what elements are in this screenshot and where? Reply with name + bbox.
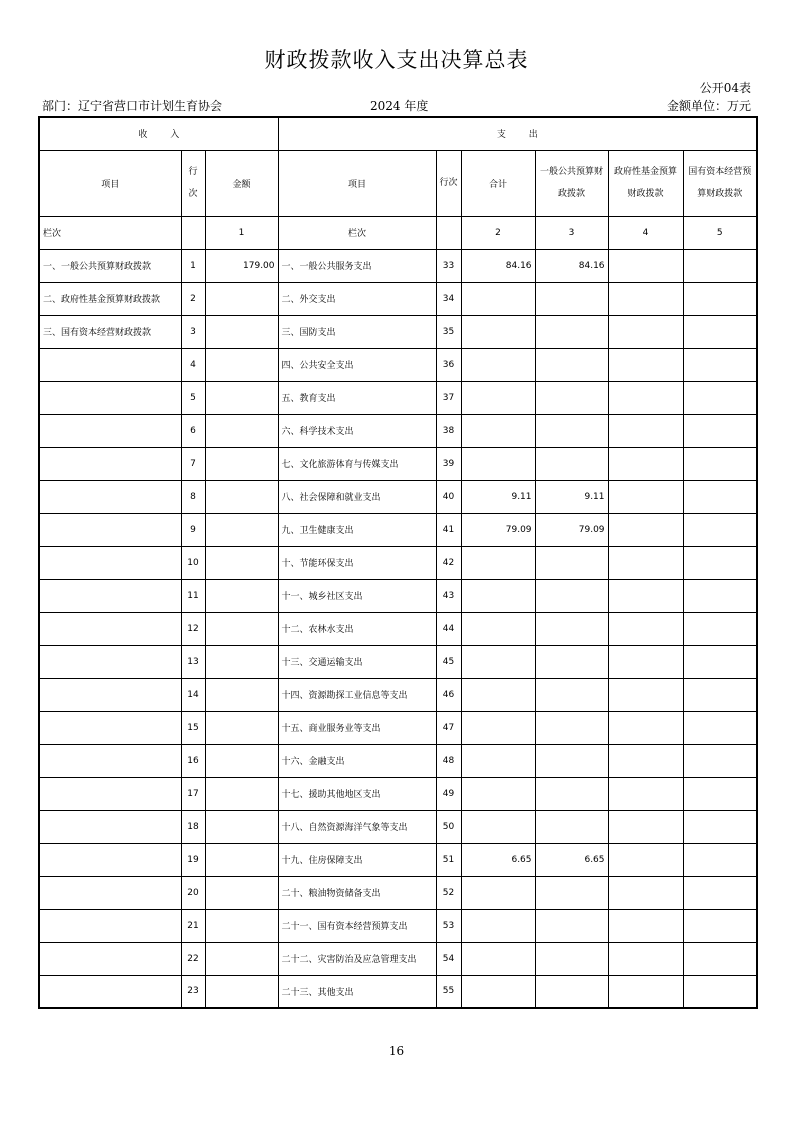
expense-gov-fund-cell — [608, 447, 683, 480]
expense-row-no-cell: 49 — [436, 777, 461, 810]
page-title: 财政拨款收入支出决算总表 — [264, 48, 529, 72]
expense-gov-fund-cell — [608, 249, 683, 282]
expense-state-capital-cell — [683, 711, 757, 744]
income-amount-cell — [205, 678, 278, 711]
expense-row-no-cell: 51 — [436, 843, 461, 876]
expense-state-capital-cell — [683, 282, 757, 315]
budget-table — [38, 116, 758, 1009]
header-income-row-no: 行次 — [181, 150, 205, 216]
income-amount-cell — [205, 315, 278, 348]
income-amount-cell — [205, 645, 278, 678]
col-index-general-budget: 3 — [535, 216, 608, 249]
expense-gov-fund-cell — [608, 810, 683, 843]
income-item-cell — [39, 942, 181, 975]
income-amount-cell — [205, 876, 278, 909]
expense-item-cell: 二十一、国有资本经营预算支出 — [278, 909, 436, 942]
expense-total-cell — [461, 282, 535, 315]
income-row-no-cell: 16 — [181, 744, 205, 777]
expense-item-cell: 三、国防支出 — [278, 315, 436, 348]
expense-general-budget-cell — [535, 315, 608, 348]
expense-gov-fund-cell — [608, 612, 683, 645]
page-number: 16 — [388, 1044, 405, 1058]
income-row-no-cell: 20 — [181, 876, 205, 909]
expense-total-cell — [461, 678, 535, 711]
table-row — [39, 381, 757, 414]
expense-total-cell — [461, 612, 535, 645]
expense-gov-fund-cell — [608, 546, 683, 579]
expense-gov-fund-cell — [608, 744, 683, 777]
expense-row-no-cell: 38 — [436, 414, 461, 447]
table-row — [39, 513, 757, 546]
expense-total-cell — [461, 876, 535, 909]
expense-general-budget-cell — [535, 876, 608, 909]
expense-row-no-cell: 48 — [436, 744, 461, 777]
expense-gov-fund-cell — [608, 414, 683, 447]
expense-total-cell — [461, 744, 535, 777]
table-row — [39, 282, 757, 315]
expense-row-no-cell: 45 — [436, 645, 461, 678]
table-row — [39, 348, 757, 381]
expense-row-no-cell: 52 — [436, 876, 461, 909]
income-item-cell — [39, 975, 181, 1008]
income-row-no-cell: 19 — [181, 843, 205, 876]
expense-item-cell: 十一、城乡社区支出 — [278, 579, 436, 612]
expense-general-budget-cell — [535, 282, 608, 315]
expense-row-no-cell: 34 — [436, 282, 461, 315]
expense-item-cell: 五、教育支出 — [278, 381, 436, 414]
income-amount-cell — [205, 348, 278, 381]
income-item-cell — [39, 678, 181, 711]
income-row-no-cell: 6 — [181, 414, 205, 447]
expense-total-cell: 79.09 — [461, 513, 535, 546]
expense-gov-fund-cell — [608, 876, 683, 909]
expense-total-cell — [461, 975, 535, 1008]
income-item-cell — [39, 480, 181, 513]
expense-general-budget-cell: 9.11 — [535, 480, 608, 513]
expense-gov-fund-cell — [608, 579, 683, 612]
expense-item-cell: 六、科学技术支出 — [278, 414, 436, 447]
expense-row-no-cell: 46 — [436, 678, 461, 711]
expense-general-budget-cell — [535, 381, 608, 414]
expense-total-cell — [461, 711, 535, 744]
expense-row-no-cell: 44 — [436, 612, 461, 645]
expense-state-capital-cell — [683, 678, 757, 711]
income-item-cell — [39, 447, 181, 480]
header-total: 合计 — [461, 150, 535, 216]
expense-general-budget-cell — [535, 546, 608, 579]
income-group-header: 收 入 — [39, 117, 278, 150]
table-row — [39, 810, 757, 843]
col-index-blank-2 — [436, 216, 461, 249]
income-amount-cell — [205, 843, 278, 876]
expense-general-budget-cell — [535, 414, 608, 447]
col-index-gov-fund: 4 — [608, 216, 683, 249]
group-header-row — [39, 117, 757, 150]
expense-item-cell: 十九、住房保障支出 — [278, 843, 436, 876]
expense-gov-fund-cell — [608, 348, 683, 381]
income-item-cell — [39, 876, 181, 909]
expense-state-capital-cell — [683, 843, 757, 876]
income-amount-cell — [205, 909, 278, 942]
expense-gov-fund-cell — [608, 480, 683, 513]
table-row — [39, 843, 757, 876]
income-amount-cell — [205, 711, 278, 744]
expense-gov-fund-cell — [608, 645, 683, 678]
expense-state-capital-cell — [683, 942, 757, 975]
income-row-no-cell: 18 — [181, 810, 205, 843]
income-amount-cell — [205, 447, 278, 480]
income-item-cell — [39, 414, 181, 447]
table-row — [39, 711, 757, 744]
income-amount-cell — [205, 777, 278, 810]
table-row — [39, 480, 757, 513]
expense-item-cell: 二十三、其他支出 — [278, 975, 436, 1008]
expense-row-no-cell: 43 — [436, 579, 461, 612]
income-item-cell — [39, 579, 181, 612]
expense-state-capital-cell — [683, 315, 757, 348]
income-item-cell — [39, 843, 181, 876]
expense-total-cell — [461, 414, 535, 447]
expense-general-budget-cell — [535, 975, 608, 1008]
header-amount: 金额 — [205, 150, 278, 216]
expense-total-cell — [461, 810, 535, 843]
table-row — [39, 744, 757, 777]
expense-state-capital-cell — [683, 612, 757, 645]
expense-total-cell — [461, 645, 535, 678]
expense-state-capital-cell — [683, 447, 757, 480]
income-item-cell — [39, 612, 181, 645]
expense-total-cell — [461, 315, 535, 348]
table-row — [39, 546, 757, 579]
income-amount-cell — [205, 546, 278, 579]
expense-general-budget-cell — [535, 678, 608, 711]
expense-row-no-cell: 40 — [436, 480, 461, 513]
expense-row-no-cell: 42 — [436, 546, 461, 579]
income-amount-cell — [205, 480, 278, 513]
income-row-no-cell: 21 — [181, 909, 205, 942]
income-item-cell: 三、国有资本经营财政拨款 — [39, 315, 181, 348]
income-item-cell — [39, 711, 181, 744]
income-row-no-cell: 5 — [181, 381, 205, 414]
col-index-label-2: 栏次 — [278, 216, 436, 249]
expense-state-capital-cell — [683, 975, 757, 1008]
expense-state-capital-cell — [683, 744, 757, 777]
expense-total-cell: 6.65 — [461, 843, 535, 876]
expense-state-capital-cell — [683, 777, 757, 810]
expense-total-cell: 84.16 — [461, 249, 535, 282]
expense-general-budget-cell — [535, 810, 608, 843]
expense-row-no-cell: 53 — [436, 909, 461, 942]
expense-state-capital-cell — [683, 909, 757, 942]
expense-general-budget-cell: 79.09 — [535, 513, 608, 546]
column-index-row — [39, 216, 757, 249]
income-row-no-cell: 13 — [181, 645, 205, 678]
income-amount-cell — [205, 810, 278, 843]
expense-item-cell: 一、一般公共服务支出 — [278, 249, 436, 282]
expense-item-cell: 十三、交通运输支出 — [278, 645, 436, 678]
expense-state-capital-cell — [683, 546, 757, 579]
income-item-cell — [39, 546, 181, 579]
expense-general-budget-cell: 6.65 — [535, 843, 608, 876]
expense-row-no-cell: 55 — [436, 975, 461, 1008]
income-row-no-cell: 15 — [181, 711, 205, 744]
expense-general-budget-cell — [535, 579, 608, 612]
income-row-no-cell: 12 — [181, 612, 205, 645]
expense-state-capital-cell — [683, 381, 757, 414]
expense-gov-fund-cell — [608, 711, 683, 744]
header-state-capital: 国有资本经营预算财政拨款 — [683, 150, 757, 216]
income-row-no-cell: 10 — [181, 546, 205, 579]
expense-row-no-cell: 39 — [436, 447, 461, 480]
expense-state-capital-cell — [683, 876, 757, 909]
expense-state-capital-cell — [683, 579, 757, 612]
income-item-cell — [39, 645, 181, 678]
expense-state-capital-cell — [683, 414, 757, 447]
expense-row-no-cell: 36 — [436, 348, 461, 381]
income-row-no-cell: 2 — [181, 282, 205, 315]
expense-total-cell — [461, 348, 535, 381]
expense-state-capital-cell — [683, 348, 757, 381]
header-general-budget: 一般公共预算财政拨款 — [535, 150, 608, 216]
table-row — [39, 975, 757, 1008]
expense-general-budget-cell — [535, 942, 608, 975]
expense-gov-fund-cell — [608, 909, 683, 942]
income-item-cell — [39, 777, 181, 810]
expense-general-budget-cell — [535, 711, 608, 744]
income-amount-cell — [205, 579, 278, 612]
income-row-no-cell: 8 — [181, 480, 205, 513]
income-item-cell — [39, 348, 181, 381]
header-expense-row-no: 行次 — [436, 150, 461, 216]
table-row — [39, 678, 757, 711]
expense-state-capital-cell — [683, 513, 757, 546]
expense-general-budget-cell: 84.16 — [535, 249, 608, 282]
amount-unit: 金额单位：万元 — [666, 99, 751, 113]
col-index-amount: 1 — [205, 216, 278, 249]
expense-item-cell: 八、社会保障和就业支出 — [278, 480, 436, 513]
expense-row-no-cell: 35 — [436, 315, 461, 348]
col-index-label: 栏次 — [39, 216, 181, 249]
expense-general-budget-cell — [535, 909, 608, 942]
expense-gov-fund-cell — [608, 942, 683, 975]
expense-gov-fund-cell — [608, 315, 683, 348]
column-header-row — [39, 150, 757, 216]
income-row-no-cell: 3 — [181, 315, 205, 348]
table-row — [39, 909, 757, 942]
expense-row-no-cell: 33 — [436, 249, 461, 282]
expense-row-no-cell: 54 — [436, 942, 461, 975]
expense-row-no-cell: 50 — [436, 810, 461, 843]
table-row — [39, 876, 757, 909]
income-row-no-cell: 22 — [181, 942, 205, 975]
header-income-item: 项目 — [39, 150, 181, 216]
expense-state-capital-cell — [683, 645, 757, 678]
income-row-no-cell: 17 — [181, 777, 205, 810]
table-row — [39, 414, 757, 447]
expense-item-cell: 二十、粮油物资储备支出 — [278, 876, 436, 909]
expense-total-cell — [461, 777, 535, 810]
expense-gov-fund-cell — [608, 381, 683, 414]
table-row — [39, 249, 757, 282]
expense-general-budget-cell — [535, 612, 608, 645]
expense-item-cell: 十八、自然资源海洋气象等支出 — [278, 810, 436, 843]
expense-item-cell: 二、外交支出 — [278, 282, 436, 315]
expense-general-budget-cell — [535, 447, 608, 480]
income-amount-cell — [205, 744, 278, 777]
expense-general-budget-cell — [535, 348, 608, 381]
col-index-total: 2 — [461, 216, 535, 249]
income-row-no-cell: 1 — [181, 249, 205, 282]
table-row — [39, 315, 757, 348]
income-amount-cell — [205, 414, 278, 447]
expense-item-cell: 十、节能环保支出 — [278, 546, 436, 579]
expense-total-cell — [461, 942, 535, 975]
income-row-no-cell: 23 — [181, 975, 205, 1008]
expense-state-capital-cell — [683, 810, 757, 843]
expense-general-budget-cell — [535, 777, 608, 810]
income-item-cell: 二、政府性基金预算财政拨款 — [39, 282, 181, 315]
income-row-no-cell: 11 — [181, 579, 205, 612]
header-gov-fund: 政府性基金预算财政拨款 — [608, 150, 683, 216]
expense-state-capital-cell — [683, 249, 757, 282]
form-code: 公开04表 — [699, 81, 751, 95]
expense-row-no-cell: 37 — [436, 381, 461, 414]
income-amount-cell — [205, 381, 278, 414]
income-amount-cell: 179.00 — [205, 249, 278, 282]
income-amount-cell — [205, 513, 278, 546]
expense-item-cell: 四、公共安全支出 — [278, 348, 436, 381]
col-index-state-capital: 5 — [683, 216, 757, 249]
expense-gov-fund-cell — [608, 777, 683, 810]
table-row — [39, 942, 757, 975]
expense-item-cell: 十六、金融支出 — [278, 744, 436, 777]
income-item-cell — [39, 744, 181, 777]
expense-item-cell: 十二、农林水支出 — [278, 612, 436, 645]
col-index-blank — [181, 216, 205, 249]
income-row-no-cell: 14 — [181, 678, 205, 711]
income-row-no-cell: 4 — [181, 348, 205, 381]
income-item-cell — [39, 381, 181, 414]
expense-gov-fund-cell — [608, 843, 683, 876]
income-item-cell — [39, 513, 181, 546]
expense-gov-fund-cell — [608, 513, 683, 546]
expense-total-cell — [461, 447, 535, 480]
expense-general-budget-cell — [535, 744, 608, 777]
expense-item-cell: 七、文化旅游体育与传媒支出 — [278, 447, 436, 480]
fiscal-year: 2024 年度 — [370, 99, 429, 113]
table-row — [39, 579, 757, 612]
expense-total-cell — [461, 546, 535, 579]
department-label: 部门：辽宁省营口市计划生育协会 — [42, 99, 223, 113]
expense-total-cell: 9.11 — [461, 480, 535, 513]
table-row — [39, 645, 757, 678]
table-row — [39, 777, 757, 810]
income-amount-cell — [205, 975, 278, 1008]
expense-item-cell: 十四、资源勘探工业信息等支出 — [278, 678, 436, 711]
income-amount-cell — [205, 942, 278, 975]
expense-item-cell: 二十二、灾害防治及应急管理支出 — [278, 942, 436, 975]
expense-item-cell: 九、卫生健康支出 — [278, 513, 436, 546]
table-row — [39, 447, 757, 480]
expense-state-capital-cell — [683, 480, 757, 513]
expense-gov-fund-cell — [608, 678, 683, 711]
expense-general-budget-cell — [535, 645, 608, 678]
expense-total-cell — [461, 909, 535, 942]
table-row — [39, 612, 757, 645]
expense-group-header: 支 出 — [278, 117, 757, 150]
header-expense-item: 项目 — [278, 150, 436, 216]
expense-row-no-cell: 41 — [436, 513, 461, 546]
expense-item-cell: 十七、援助其他地区支出 — [278, 777, 436, 810]
income-amount-cell — [205, 612, 278, 645]
expense-gov-fund-cell — [608, 282, 683, 315]
income-row-no-cell: 9 — [181, 513, 205, 546]
expense-item-cell: 十五、商业服务业等支出 — [278, 711, 436, 744]
expense-row-no-cell: 47 — [436, 711, 461, 744]
expense-gov-fund-cell — [608, 975, 683, 1008]
expense-total-cell — [461, 381, 535, 414]
income-item-cell — [39, 810, 181, 843]
income-item-cell — [39, 909, 181, 942]
income-item-cell: 一、一般公共预算财政拨款 — [39, 249, 181, 282]
income-amount-cell — [205, 282, 278, 315]
income-row-no-cell: 7 — [181, 447, 205, 480]
expense-total-cell — [461, 579, 535, 612]
